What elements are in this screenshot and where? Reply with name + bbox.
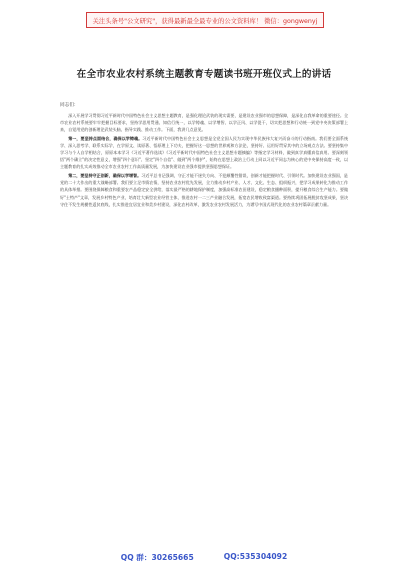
paragraph-text: 深入开展学习贯彻习近平新时代中国特色社会主义思想主题教育，是强化理论武装的现实需要，是建设农业强市的思想保障，是深化自我革命的重要途径。全市农业农村系统要牢牢把握目标要求，坚持学思用贯通、知信行统一，以学铸魂、以学增智、以学正风、以学促干，切实把思想和行动统一到党中央决策部署上来，自觉用党的创新理论武装头脑、指导实践、推动工作。下面，我讲几点意见。 <box>60 113 348 133</box>
contact-footer <box>0 552 408 563</box>
paragraph-lead: 第一，要坚持点面结合，确保以学铸魂。 <box>68 136 143 142</box>
document-body <box>60 102 348 210</box>
paragraph-lead: 第二，要坚持守正创新，确保以学增智。 <box>68 173 142 179</box>
greeting: 同志们： <box>60 103 79 108</box>
paragraph-text: 习近平总书记强调，守正才能不迷失方向、不犯颠覆性错误，创新才能把握时代、引领时代。加快建设农业强国，是党的二十大作出的重大战略部署。我们要立足市情农情，坚持农业农村优先发展，全力推动乡村产业、人才、文化、生态、组织振兴，把学习成果转化为推动工作的具体举措。要围绕保障粮食和重要农产品稳定安全供给，落实最严格的耕地保护制度，加强高标准农田建设，稳定粮食播种面积，提升粮食综合生产能力。要做好"土特产"文章，发展乡村特色产业，培育壮大新型农业经营主体，推进农村一二三产业融合发展，拓宽农民增收致富渠道。要持续巩固拓展脱贫攻坚成果，坚决守住不发生规模性返贫底线，扎实推进宜居宜业和美乡村建设，深化农村改革，激发农业农村发展活力，为谱写中国式现代化的农业农村篇章贡献力量。 <box>60 173 348 207</box>
qq-number: QQ:535304092 <box>223 552 288 561</box>
paragraph-point-2 <box>60 172 348 207</box>
paragraph-point-1 <box>60 135 348 170</box>
paragraph-text: 习近平新时代中国特色社会主义思想是全党全国人民为实现中华民族伟大复兴而奋斗的行动指南。我们要全面系统学、深入思考学、联系实际学，在学原文、读原著、悟原理上下功夫，把握好这一思想的世界观和方法论，坚持好、运用好贯穿其中的立场观点方法。要坚持集中学习与个人自学相结合，原原本本学习《习近平著作选读》《习近平新时代中国特色社会主义思想专题摘编》等指定学习材料，做到真学真懂真信真用。要深刻领悟"两个确立"的决定性意义，增强"四个意识"、坚定"四个自信"、做到"两个维护"，始终在思想上政治上行动上同以习近平同志为核心的党中央保持高度一致，以主题教育的扎实成效推动全市农业农村工作高质量发展，为加快建设农业强市提供坚强思想保证。 <box>60 136 348 170</box>
document-title: 在全市农业农村系统主题教育专题读书班开班仪式上的讲话 <box>76 69 332 80</box>
paragraph-intro <box>60 112 348 133</box>
qq-group-number: QQ 群：30265665 <box>120 553 194 562</box>
promo-banner: 关注头条号"公文研究"，获得最新最全最专业的公文资料库！ 微信：gongwenyj <box>86 12 324 28</box>
